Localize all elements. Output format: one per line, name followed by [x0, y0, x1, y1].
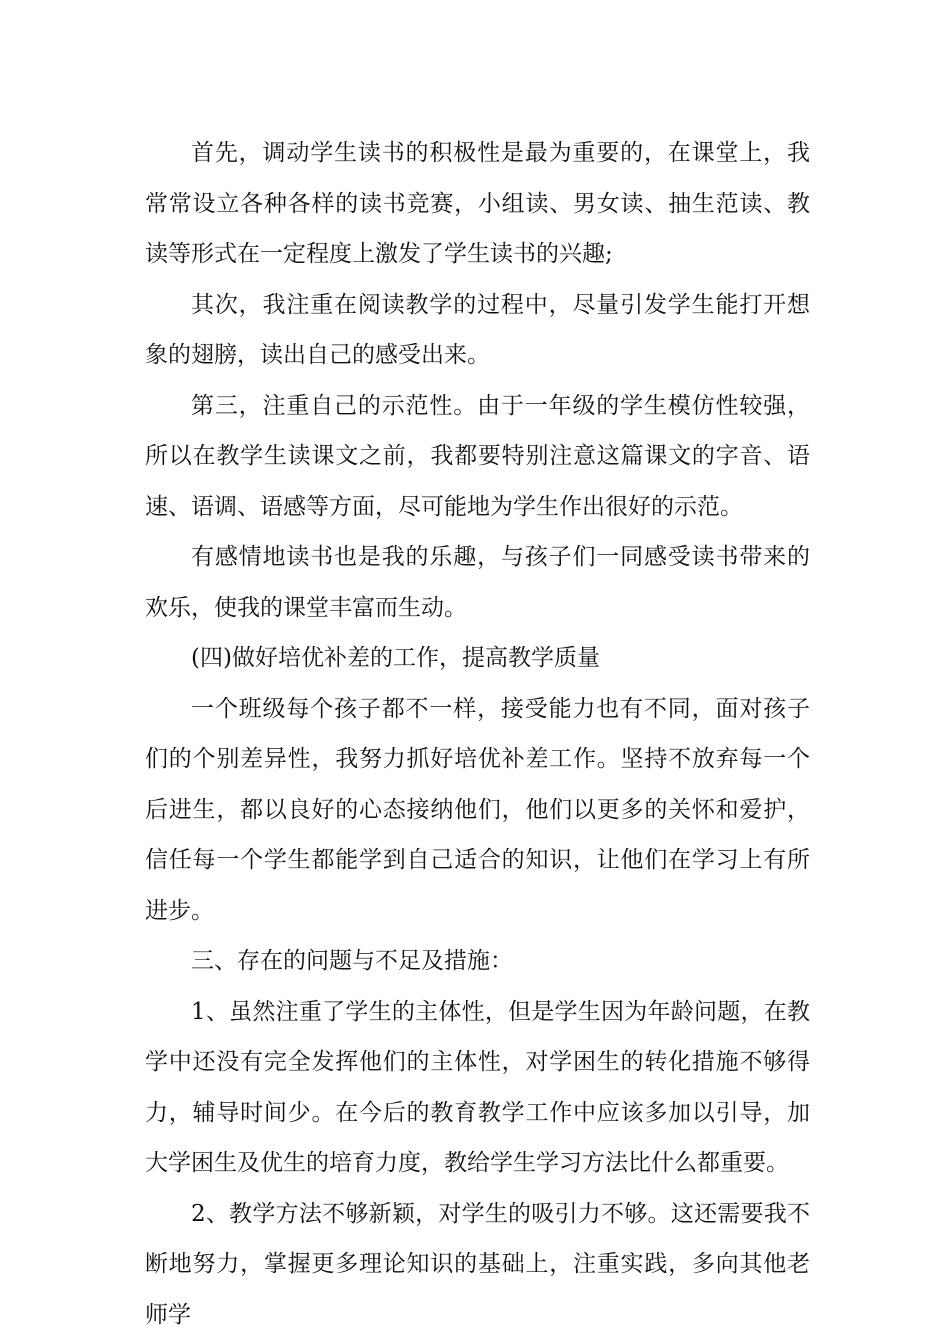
- paragraph-problem-2: 2、教学方法不够新颖，对学生的吸引力不够。这还需要我不断地努力，掌握更多理论知识的基础上，注重实践，多向其他老师学: [145, 1200, 810, 1328]
- document-body: [145, 128, 810, 1340]
- paragraph-imagination: 其次，我注重在阅读教学的过程中，尽量引发学生能打开想象的翅膀，读出自己的感受出来。: [145, 291, 810, 368]
- paragraph-reading-motivation: 首先，调动学生读书的积极性是最为重要的，在课堂上，我常常设立各种各样的读书竞赛，小组读、男女读、抽生范读、教读等形式在一定程度上激发了学生读书的兴趣;: [145, 140, 810, 267]
- paragraph-problem-1: 1、虽然注重了学生的主体性，但是学生因为年龄问题，在教学中还没有完全发挥他们的主体性，对学困生的转化措施不够得力，辅导时间少。在今后的教育教学工作中应该多加以引导，加大学困生及优生的培育力度，教给学生学习方法比什么都重要。: [145, 998, 810, 1176]
- section-heading-problems: 三、存在的问题与不足及措施：: [191, 948, 513, 974]
- section-heading-tutoring: (四)做好培优补差的工作，提高教学质量: [191, 645, 600, 671]
- paragraph-reading-joy: 有感情地读书也是我的乐趣，与孩子们一同感受读书带来的欢乐，使我的课堂丰富而生动。: [145, 544, 810, 621]
- paragraph-individual-differences: 一个班级每个孩子都不一样，接受能力也有不同，面对孩子们的个别差异性，我努力抓好培优补差工作。坚持不放弃每一个后进生，都以良好的心态接纳他们，他们以更多的关怀和爱护，信任每一个学生都能学到自己适合的知识，让他们在学习上有所进步。: [145, 695, 810, 924]
- paragraph-demonstration: 第三，注重自己的示范性。由于一年级的学生模仿性较强，所以在教学生读课文之前，我都要特别注意这篇课文的字音、语速、语调、语感等方面，尽可能地为学生作出很好的示范。: [145, 392, 810, 520]
